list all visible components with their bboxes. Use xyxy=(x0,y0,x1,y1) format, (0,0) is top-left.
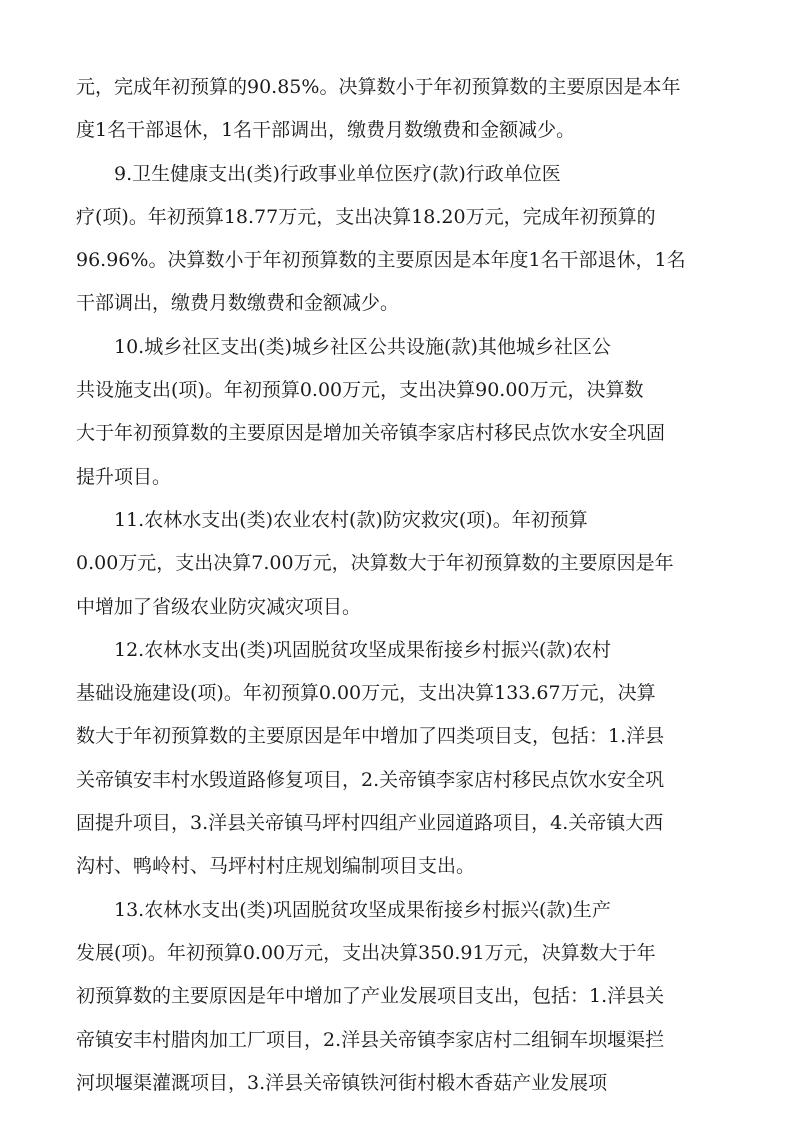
paragraph-first-line: 13.农林水支出(类)巩固脱贫攻坚成果衔接乡村振兴(款)生产 xyxy=(114,898,611,921)
text-line: 初预算数的主要原因是年中增加了产业发展项目支出，包括：1.洋县关 xyxy=(76,985,665,1008)
document-body xyxy=(76,66,736,1105)
text-line: 0.00万元，支出决算7.00万元，决算数大于年初预算数的主要原因是年 xyxy=(76,552,674,575)
text-line: 固提升项目，3.洋县关帝镇马坪村四组产业园道路项目，4.关帝镇大西 xyxy=(76,812,664,835)
paragraph-first-line: 11.农林水支出(类)农业农村(款)防灾救灾(项)。年初预算 xyxy=(114,508,588,531)
text-line: 共设施支出(项)。年初预算0.00万元，支出决算90.00万元，决算数 xyxy=(76,379,644,402)
text-line: 干部调出，缴费月数缴费和金额减少。 xyxy=(76,292,400,315)
text-line: 河坝堰渠灌溉项目，3.洋县关帝镇铁河街村椴木香菇产业发展项 xyxy=(76,1071,608,1094)
paragraph-first-line: 10.城乡社区支出(类)城乡社区公共设施(款)其他城乡社区公 xyxy=(114,335,611,358)
text-line: 提升项目。 xyxy=(76,465,172,488)
text-line: 帝镇安丰村腊肉加工厂项目，2.洋县关帝镇李家店村二组铜车坝堰渠拦 xyxy=(76,1028,665,1051)
text-line: 沟村、鸭岭村、马坪村村庄规划编制项目支出。 xyxy=(76,855,476,878)
text-line: 基础设施建设(项)。年初预算0.00万元，支出决算133.67万元，决算 xyxy=(76,682,656,705)
text-line: 数大于年初预算数的主要原因是年中增加了四类项目支，包括：1.洋县 xyxy=(76,725,665,748)
text-line: 度1名干部退休，1名干部调出，缴费月数缴费和金额减少。 xyxy=(76,119,576,142)
text-line: 元，完成年初预算的90.85%。决算数小于年初预算数的主要原因是本年 xyxy=(76,76,681,98)
text-line: 中增加了省级农业防灾减灾项目。 xyxy=(76,595,362,618)
text-line: 大于年初预算数的主要原因是增加关帝镇李家店村移民点饮水安全巩固 xyxy=(76,422,666,445)
text-line: 96.96%。决算数小于年初预算数的主要原因是本年度1名干部退休，1名 xyxy=(76,249,686,272)
paragraph-first-line: 9.卫生健康支出(类)行政事业单位医疗(款)行政单位医 xyxy=(114,162,561,185)
paragraph-first-line: 12.农林水支出(类)巩固脱贫攻坚成果衔接乡村振兴(款)农村 xyxy=(114,638,611,661)
text-line: 疗(项)。年初预算18.77万元，支出决算18.20万元，完成年初预算的 xyxy=(76,205,656,228)
text-line: 发展(项)。年初预算0.00万元，支出决算350.91万元，决算数大于年 xyxy=(76,941,656,964)
text-line: 关帝镇安丰村水毁道路修复项目，2.关帝镇李家店村移民点饮水安全巩 xyxy=(76,768,665,791)
